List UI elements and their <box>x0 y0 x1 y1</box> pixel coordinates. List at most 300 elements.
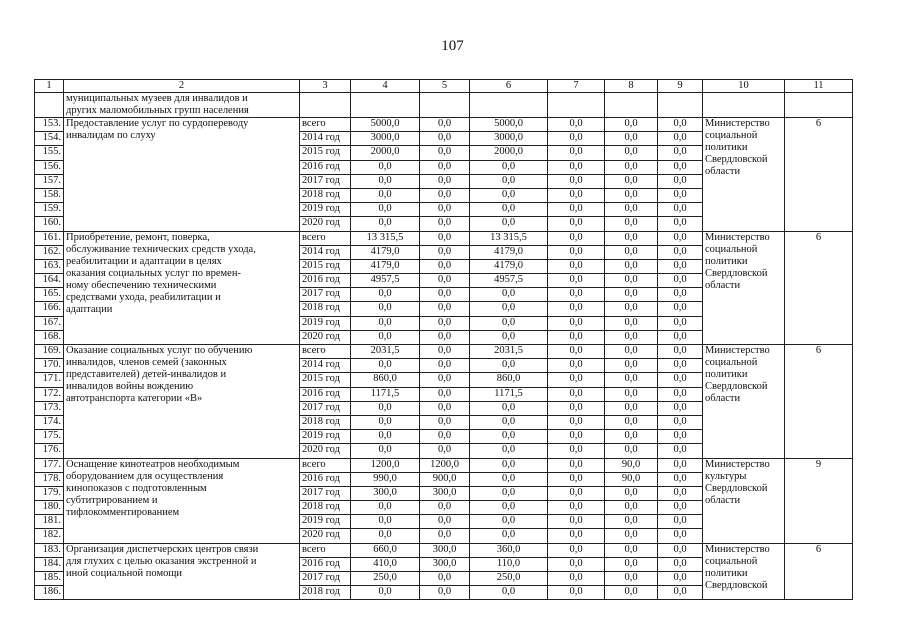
amount-cell: 0,0 <box>658 586 703 600</box>
amount-cell: 0,0 <box>605 146 658 160</box>
amount-cell: 0,0 <box>420 359 470 373</box>
amount-cell: 0,0 <box>420 160 470 174</box>
amount-cell: 0,0 <box>658 373 703 387</box>
amount-cell: 0,0 <box>605 529 658 543</box>
amount-cell: 2031,5 <box>351 345 420 359</box>
row-number: 176. <box>35 444 64 458</box>
amount-cell: 0,0 <box>658 217 703 231</box>
organization-line: Свердловской <box>705 482 768 494</box>
amount-cell: 0,0 <box>605 572 658 586</box>
amount-cell: 3000,0 <box>351 132 420 146</box>
amount-cell: 0,0 <box>658 458 703 472</box>
amount-cell: 0,0 <box>548 132 605 146</box>
description-line: муниципальных музеев для инвалидов и <box>66 93 248 104</box>
row-number: 174. <box>35 415 64 429</box>
period-cell: 2019 год <box>300 515 351 529</box>
amount-cell: 0,0 <box>548 359 605 373</box>
organization-line: области <box>705 393 741 404</box>
amount-cell: 0,0 <box>420 515 470 529</box>
amount-cell: 0,0 <box>605 401 658 415</box>
amount-cell: 300,0 <box>420 557 470 571</box>
description-line: инвалидов, членов семей (законных <box>66 357 227 368</box>
period-cell: 2016 год <box>300 274 351 288</box>
period-cell: 2017 год <box>300 486 351 500</box>
period-cell: 2017 год <box>300 401 351 415</box>
description-line: инвалидов войны вождению <box>66 381 194 392</box>
amount-cell: 2031,5 <box>470 345 548 359</box>
row-number: 183. <box>35 543 64 557</box>
amount-cell: 0,0 <box>420 217 470 231</box>
amount-cell: 0,0 <box>548 501 605 515</box>
amount-cell: 110,0 <box>470 557 548 571</box>
amount-cell: 0,0 <box>420 174 470 188</box>
amount-cell: 0,0 <box>470 359 548 373</box>
amount-cell: 5000,0 <box>351 118 420 132</box>
row-number: 182. <box>35 529 64 543</box>
amount-cell: 0,0 <box>351 302 420 316</box>
period-cell: всего <box>300 118 351 132</box>
amount-cell: 0,0 <box>470 430 548 444</box>
amount-cell: 0,0 <box>548 515 605 529</box>
amount-cell: 0,0 <box>420 373 470 387</box>
amount-cell: 250,0 <box>470 572 548 586</box>
amount-cell: 0,0 <box>658 444 703 458</box>
amount-cell: 0,0 <box>658 316 703 330</box>
amount-cell: 0,0 <box>420 430 470 444</box>
amount-cell: 0,0 <box>420 387 470 401</box>
amount-cell: 0,0 <box>351 217 420 231</box>
amount-cell: 0,0 <box>351 586 420 600</box>
amount-cell: 0,0 <box>605 160 658 174</box>
amount-cell: 0,0 <box>605 486 658 500</box>
table-row <box>35 543 853 557</box>
amount-cell: 0,0 <box>605 515 658 529</box>
row-number: 160. <box>35 217 64 231</box>
amount-cell: 0,0 <box>470 188 548 202</box>
amount-cell: 0,0 <box>658 401 703 415</box>
amount-cell: 4179,0 <box>351 245 420 259</box>
amount-cell: 0,0 <box>470 515 548 529</box>
description-line: тифлокомментированием <box>66 506 180 518</box>
period-cell: всего <box>300 345 351 359</box>
amount-cell: 0,0 <box>605 132 658 146</box>
organization-line: Свердловской <box>705 154 768 165</box>
row-number: 181. <box>35 515 64 529</box>
page-number: 107 <box>441 38 464 54</box>
amount-cell: 13 315,5 <box>470 231 548 245</box>
row-number: 171. <box>35 373 64 387</box>
row-number: 178. <box>35 472 64 486</box>
amount-cell: 90,0 <box>605 472 658 486</box>
amount-cell: 0,0 <box>605 373 658 387</box>
amount-cell: 0,0 <box>548 245 605 259</box>
organization-line: области <box>705 279 741 291</box>
amount-cell: 0,0 <box>605 203 658 217</box>
amount-cell: 0,0 <box>470 288 548 302</box>
amount-cell: 0,0 <box>470 472 548 486</box>
amount-cell: 0,0 <box>548 160 605 174</box>
amount-cell: 0,0 <box>548 586 605 600</box>
amount-cell: 300,0 <box>351 486 420 500</box>
row-number: 158. <box>35 188 64 202</box>
description-line: представителей) детей-инвалидов и <box>66 369 227 380</box>
description-line: кинопоказов с подготовленным <box>66 482 207 494</box>
amount-cell: 860,0 <box>470 373 548 387</box>
empty-cell <box>351 93 420 118</box>
column-header: 2 <box>64 80 300 93</box>
amount-cell: 5000,0 <box>470 118 548 132</box>
column-header: 1 <box>35 80 64 93</box>
description-line: реабилитации и адаптации в целях <box>66 255 222 267</box>
amount-cell: 0,0 <box>658 132 703 146</box>
amount-cell: 0,0 <box>548 203 605 217</box>
amount-cell: 0,0 <box>351 501 420 515</box>
empty-cell <box>470 93 548 118</box>
organization-line: Свердловской <box>705 267 768 279</box>
period-cell: 2018 год <box>300 586 351 600</box>
empty-cell <box>785 93 853 118</box>
organization-line: Министерство <box>705 543 770 555</box>
period-cell: 2019 год <box>300 430 351 444</box>
row-number: 157. <box>35 174 64 188</box>
amount-cell: 0,0 <box>605 543 658 557</box>
amount-cell: 0,0 <box>658 572 703 586</box>
amount-cell: 0,0 <box>605 444 658 458</box>
description-line: субтитрированием и <box>66 494 158 506</box>
amount-cell: 0,0 <box>470 458 548 472</box>
amount-cell: 0,0 <box>470 174 548 188</box>
amount-cell: 0,0 <box>658 430 703 444</box>
measure-description <box>64 458 300 543</box>
period-cell: всего <box>300 543 351 557</box>
amount-cell: 0,0 <box>470 501 548 515</box>
period-cell: 2016 год <box>300 472 351 486</box>
period-cell: 2019 год <box>300 203 351 217</box>
row-number: 179. <box>35 486 64 500</box>
period-cell: 2017 год <box>300 174 351 188</box>
amount-cell: 0,0 <box>658 274 703 288</box>
amount-cell: 2000,0 <box>351 146 420 160</box>
period-cell: 2020 год <box>300 529 351 543</box>
amount-cell: 0,0 <box>658 245 703 259</box>
row-number: 175. <box>35 430 64 444</box>
amount-cell: 0,0 <box>548 458 605 472</box>
amount-cell: 0,0 <box>605 430 658 444</box>
amount-cell: 0,0 <box>605 359 658 373</box>
row-number: 173. <box>35 401 64 415</box>
organization-line: Министерство <box>705 458 770 470</box>
amount-cell: 0,0 <box>658 302 703 316</box>
table-row <box>35 345 853 359</box>
amount-cell: 0,0 <box>605 259 658 273</box>
amount-cell: 0,0 <box>470 586 548 600</box>
amount-cell: 0,0 <box>351 174 420 188</box>
amount-cell: 0,0 <box>605 501 658 515</box>
period-cell: всего <box>300 458 351 472</box>
amount-cell: 0,0 <box>658 415 703 429</box>
row-number: 156. <box>35 160 64 174</box>
description-line: Оснащение кинотеатров необходимым <box>66 458 240 470</box>
amount-cell: 0,0 <box>658 359 703 373</box>
row-number: 172. <box>35 387 64 401</box>
row-number: 154. <box>35 132 64 146</box>
column-header: 8 <box>605 80 658 93</box>
amount-cell: 2000,0 <box>470 146 548 160</box>
amount-cell: 1200,0 <box>351 458 420 472</box>
empty-cell <box>420 93 470 118</box>
amount-cell: 0,0 <box>548 217 605 231</box>
row-number: 169. <box>35 345 64 359</box>
row-number: 161. <box>35 231 64 245</box>
amount-cell: 0,0 <box>605 274 658 288</box>
amount-cell: 0,0 <box>658 330 703 344</box>
amount-cell: 1171,5 <box>351 387 420 401</box>
amount-cell: 0,0 <box>420 316 470 330</box>
column-header: 3 <box>300 80 351 93</box>
amount-cell: 0,0 <box>420 529 470 543</box>
amount-cell: 0,0 <box>658 146 703 160</box>
description-line: адаптации <box>66 303 113 315</box>
period-cell: 2015 год <box>300 373 351 387</box>
column-header: 10 <box>703 80 785 93</box>
description-line: Оказание социальных услуг по обучению <box>66 345 253 356</box>
amount-cell: 0,0 <box>420 146 470 160</box>
period-cell: 2018 год <box>300 188 351 202</box>
amount-cell: 0,0 <box>658 501 703 515</box>
period-cell: 2018 год <box>300 501 351 515</box>
description-line: иной социальной помощи <box>66 567 183 579</box>
amount-cell: 0,0 <box>470 529 548 543</box>
amount-cell: 4957,5 <box>351 274 420 288</box>
amount-cell: 0,0 <box>548 288 605 302</box>
amount-cell: 0,0 <box>420 345 470 359</box>
header-row <box>35 80 853 93</box>
responsible-organization <box>703 458 785 543</box>
table-row <box>35 118 853 132</box>
period-cell: 2017 год <box>300 288 351 302</box>
amount-cell: 0,0 <box>658 188 703 202</box>
amount-cell: 4179,0 <box>351 259 420 273</box>
organization-line: Министерство <box>705 231 770 243</box>
amount-cell: 0,0 <box>658 203 703 217</box>
row-number: 185. <box>35 572 64 586</box>
amount-cell: 0,0 <box>420 501 470 515</box>
empty-cell <box>658 93 703 118</box>
period-cell: 2016 год <box>300 557 351 571</box>
table-row <box>35 458 853 472</box>
amount-cell: 0,0 <box>420 231 470 245</box>
organization-line: политики <box>705 255 748 267</box>
column-header: 11 <box>785 80 853 93</box>
organization-line: культуры <box>705 470 747 482</box>
amount-cell: 0,0 <box>605 415 658 429</box>
amount-cell: 250,0 <box>351 572 420 586</box>
period-cell: 2015 год <box>300 146 351 160</box>
amount-cell: 0,0 <box>351 203 420 217</box>
description-line: средствами ухода, реабилитации и <box>66 291 221 303</box>
amount-cell: 0,0 <box>548 316 605 330</box>
amount-cell: 0,0 <box>605 231 658 245</box>
amount-cell: 0,0 <box>548 572 605 586</box>
amount-cell: 300,0 <box>420 543 470 557</box>
amount-cell: 0,0 <box>548 415 605 429</box>
amount-cell: 860,0 <box>351 373 420 387</box>
amount-cell: 0,0 <box>470 160 548 174</box>
amount-cell: 0,0 <box>658 288 703 302</box>
amount-cell: 0,0 <box>420 188 470 202</box>
amount-cell: 0,0 <box>420 132 470 146</box>
amount-cell: 0,0 <box>548 430 605 444</box>
row-number: 170. <box>35 359 64 373</box>
organization-line: области <box>705 494 741 506</box>
amount-cell: 0,0 <box>420 274 470 288</box>
amount-cell: 0,0 <box>605 174 658 188</box>
row-number: 167. <box>35 316 64 330</box>
description-line: обслуживание технических средств ухода, <box>66 243 256 255</box>
amount-cell: 4179,0 <box>470 245 548 259</box>
amount-cell: 1200,0 <box>420 458 470 472</box>
empty-cell <box>605 93 658 118</box>
amount-cell: 0,0 <box>605 217 658 231</box>
amount-cell: 410,0 <box>351 557 420 571</box>
amount-cell: 0,0 <box>658 231 703 245</box>
amount-cell: 0,0 <box>351 359 420 373</box>
amount-cell: 0,0 <box>548 118 605 132</box>
amount-cell: 0,0 <box>605 345 658 359</box>
amount-cell: 0,0 <box>548 146 605 160</box>
column-header: 6 <box>470 80 548 93</box>
amount-cell: 0,0 <box>548 401 605 415</box>
amount-cell: 3000,0 <box>470 132 548 146</box>
responsible-organization <box>703 231 785 345</box>
amount-cell: 0,0 <box>470 203 548 217</box>
amount-cell: 0,0 <box>420 259 470 273</box>
row-number: 165. <box>35 288 64 302</box>
period-cell: 2020 год <box>300 217 351 231</box>
amount-cell: 0,0 <box>658 174 703 188</box>
row-number: 162. <box>35 245 64 259</box>
amount-cell: 0,0 <box>658 486 703 500</box>
organization-line: Министерство <box>705 345 770 356</box>
responsible-organization <box>703 345 785 459</box>
description-line: других маломобильных групп населения <box>66 105 249 116</box>
amount-cell: 660,0 <box>351 543 420 557</box>
amount-cell: 0,0 <box>420 586 470 600</box>
amount-cell: 4179,0 <box>470 259 548 273</box>
amount-cell: 0,0 <box>548 345 605 359</box>
amount-cell: 0,0 <box>420 444 470 458</box>
amount-cell: 0,0 <box>548 444 605 458</box>
amount-cell: 0,0 <box>420 288 470 302</box>
amount-cell: 0,0 <box>470 302 548 316</box>
amount-cell: 0,0 <box>658 160 703 174</box>
organization-line: социальной <box>705 555 758 567</box>
amount-cell: 0,0 <box>548 302 605 316</box>
amount-cell: 0,0 <box>351 444 420 458</box>
amount-cell: 0,0 <box>548 231 605 245</box>
amount-cell: 0,0 <box>605 316 658 330</box>
description-line: Предоставление услуг по сурдопереводу <box>66 118 249 129</box>
amount-cell: 0,0 <box>470 444 548 458</box>
amount-cell: 0,0 <box>351 316 420 330</box>
row-number: 159. <box>35 203 64 217</box>
amount-cell: 0,0 <box>658 387 703 401</box>
source-cell: 6 <box>785 543 853 600</box>
amount-cell: 0,0 <box>658 543 703 557</box>
amount-cell: 0,0 <box>658 529 703 543</box>
period-cell: 2017 год <box>300 572 351 586</box>
period-cell: 2020 год <box>300 330 351 344</box>
amount-cell: 0,0 <box>548 472 605 486</box>
continued-description <box>64 93 300 118</box>
row-number: 168. <box>35 330 64 344</box>
source-cell: 6 <box>785 231 853 345</box>
column-header: 4 <box>351 80 420 93</box>
measure-description <box>64 118 300 232</box>
amount-cell: 0,0 <box>420 203 470 217</box>
period-cell: 2019 год <box>300 316 351 330</box>
amount-cell: 0,0 <box>548 557 605 571</box>
amount-cell: 0,0 <box>605 586 658 600</box>
amount-cell: 0,0 <box>658 557 703 571</box>
description-line: оборудованием для осуществления <box>66 470 224 482</box>
amount-cell: 0,0 <box>548 486 605 500</box>
amount-cell: 0,0 <box>605 557 658 571</box>
amount-cell: 0,0 <box>470 401 548 415</box>
amount-cell: 0,0 <box>605 118 658 132</box>
empty-cell <box>548 93 605 118</box>
row-number: 163. <box>35 259 64 273</box>
amount-cell: 0,0 <box>351 330 420 344</box>
amount-cell: 0,0 <box>548 373 605 387</box>
amount-cell: 990,0 <box>351 472 420 486</box>
period-cell: 2018 год <box>300 415 351 429</box>
source-cell: 9 <box>785 458 853 543</box>
description-line: Организация диспетчерских центров связи <box>66 543 259 555</box>
row-number: 184. <box>35 557 64 571</box>
amount-cell: 0,0 <box>605 302 658 316</box>
organization-line: социальной <box>705 357 758 368</box>
amount-cell: 13 315,5 <box>351 231 420 245</box>
row-number: 164. <box>35 274 64 288</box>
row-number-cell <box>35 93 64 118</box>
period-cell: 2016 год <box>300 387 351 401</box>
organization-line: Свердловской <box>705 579 768 591</box>
organization-line: политики <box>705 567 748 579</box>
description-line: для глухих с целью оказания экстренной и <box>66 555 257 567</box>
amount-cell: 0,0 <box>351 515 420 529</box>
organization-line: социальной <box>705 243 758 255</box>
amount-cell: 0,0 <box>470 486 548 500</box>
amount-cell: 0,0 <box>548 174 605 188</box>
source-cell: 6 <box>785 345 853 459</box>
description-line: автотранспорта категории «В» <box>66 393 203 404</box>
amount-cell: 1171,5 <box>470 387 548 401</box>
amount-cell: 0,0 <box>658 118 703 132</box>
amount-cell: 0,0 <box>351 288 420 302</box>
amount-cell: 0,0 <box>658 515 703 529</box>
amount-cell: 0,0 <box>351 430 420 444</box>
row-number: 155. <box>35 146 64 160</box>
amount-cell: 0,0 <box>605 245 658 259</box>
amount-cell: 0,0 <box>605 387 658 401</box>
organization-line: политики <box>705 369 748 380</box>
amount-cell: 900,0 <box>420 472 470 486</box>
description-line: инвалидам по слуху <box>66 130 156 141</box>
amount-cell: 0,0 <box>470 330 548 344</box>
period-cell: 2015 год <box>300 259 351 273</box>
amount-cell: 0,0 <box>351 529 420 543</box>
